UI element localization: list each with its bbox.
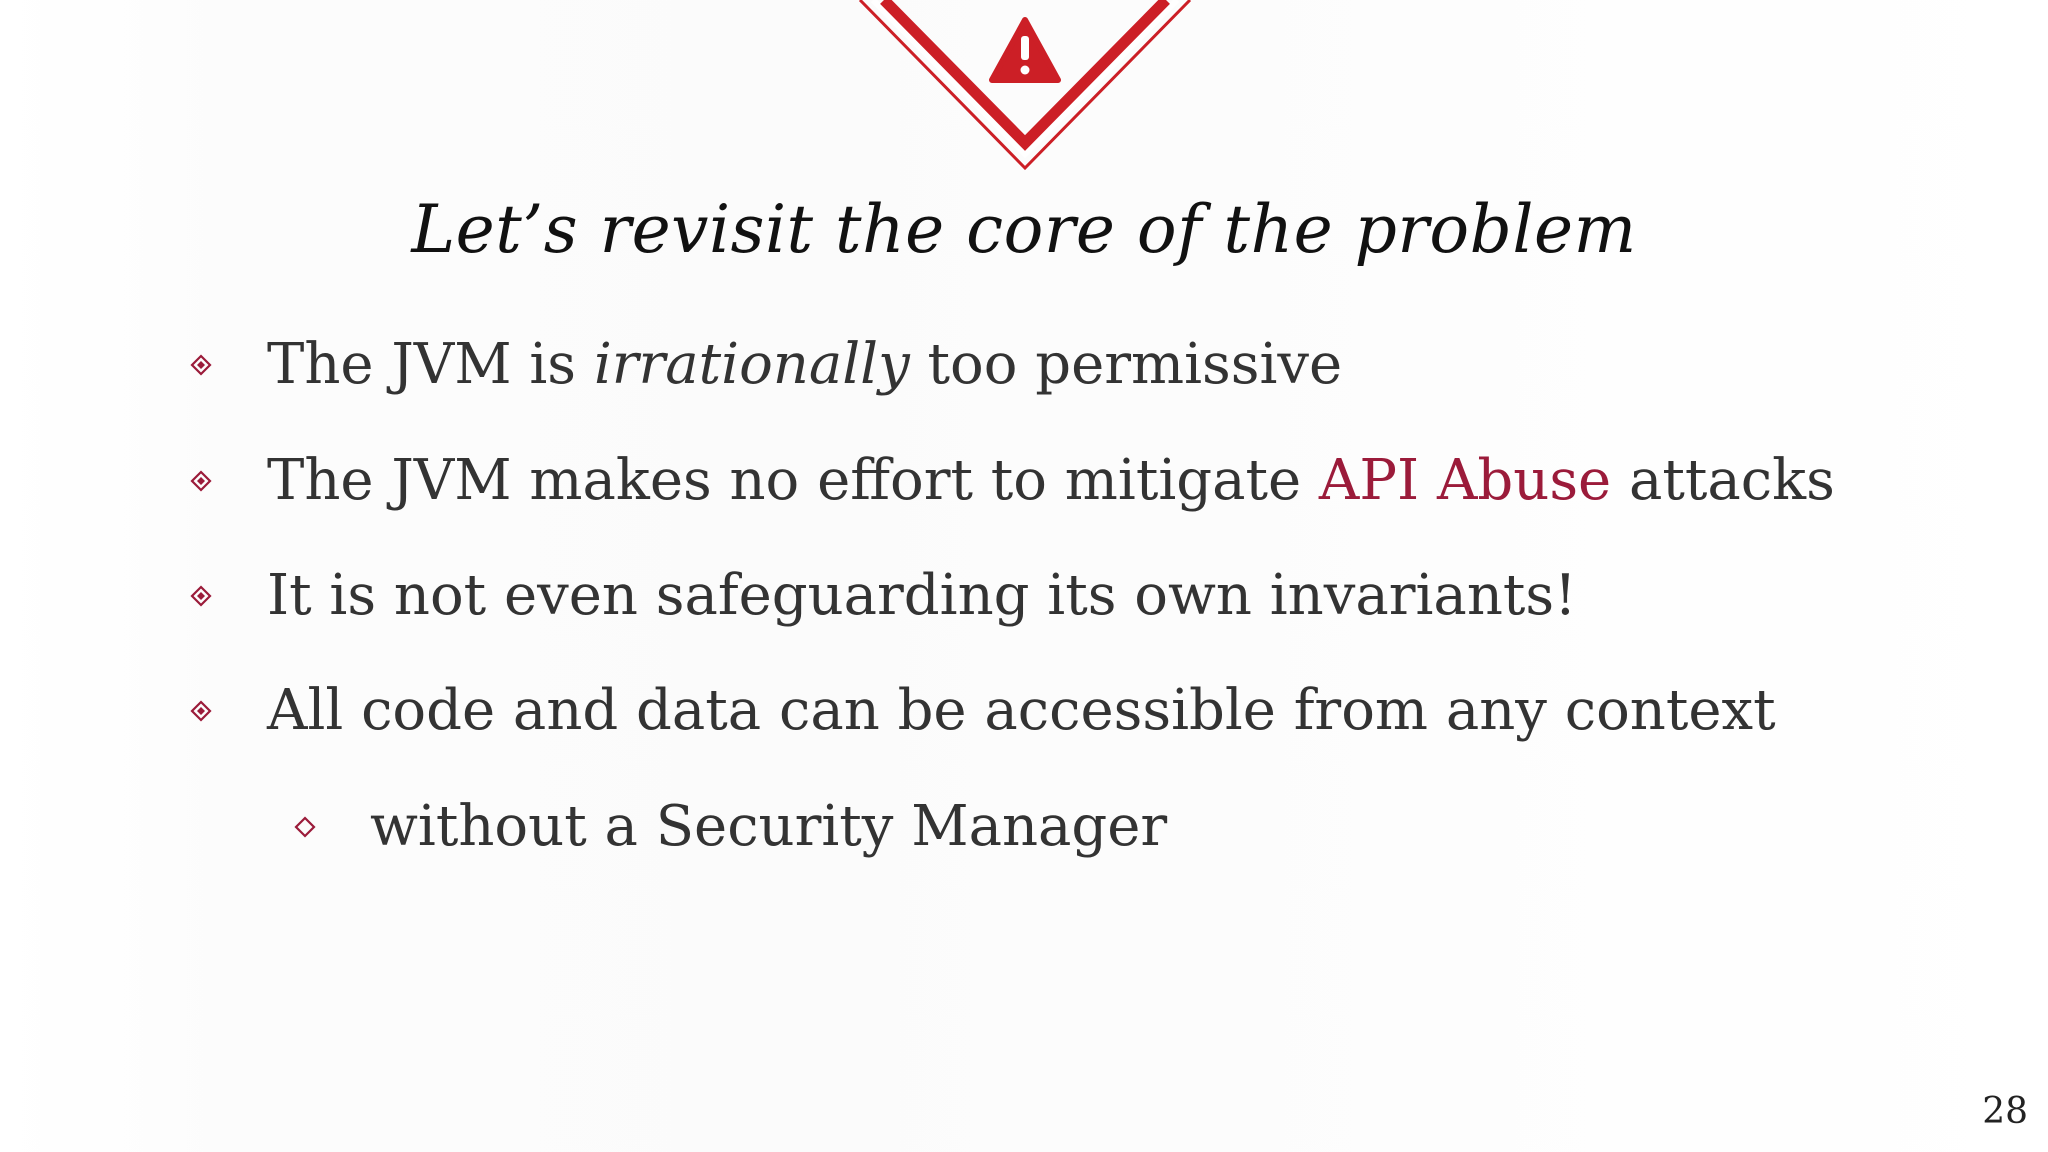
list-item bbox=[0, 676, 2048, 746]
highlighted-term: API Abuse bbox=[1318, 448, 1612, 513]
bullet-text bbox=[267, 330, 1342, 400]
hollow-diamond-bullet-icon bbox=[294, 816, 316, 838]
page-number: 28 bbox=[1982, 1091, 2028, 1132]
text-run: The JVM is bbox=[267, 332, 594, 397]
emphasized-text: irrationally bbox=[593, 332, 910, 397]
list-item bbox=[0, 561, 2048, 631]
bullet-text bbox=[267, 676, 1776, 746]
text-run: It is not even safeguarding its own invariants! bbox=[267, 563, 1577, 628]
text-run: The JVM makes no effort to mitigate bbox=[267, 448, 1319, 513]
text-run: attacks bbox=[1611, 448, 1835, 513]
diamond-bullet-icon bbox=[190, 470, 212, 492]
text-run: without a Security Manager bbox=[370, 794, 1168, 859]
slide-title: Let’s revisit the core of the problem bbox=[411, 191, 1637, 268]
diamond-bullet-icon bbox=[190, 354, 212, 376]
list-item bbox=[0, 446, 2048, 516]
list-item bbox=[0, 330, 2048, 400]
text-run: All code and data can be accessible from any context bbox=[267, 678, 1776, 743]
diamond-bullet-icon bbox=[190, 585, 212, 607]
bullet-text bbox=[267, 446, 1835, 516]
text-run: too permissive bbox=[909, 332, 1343, 397]
diamond-bullet-icon bbox=[190, 700, 212, 722]
list-item bbox=[0, 792, 2048, 862]
bullet-text bbox=[370, 792, 1167, 862]
bullet-text bbox=[267, 561, 1577, 631]
